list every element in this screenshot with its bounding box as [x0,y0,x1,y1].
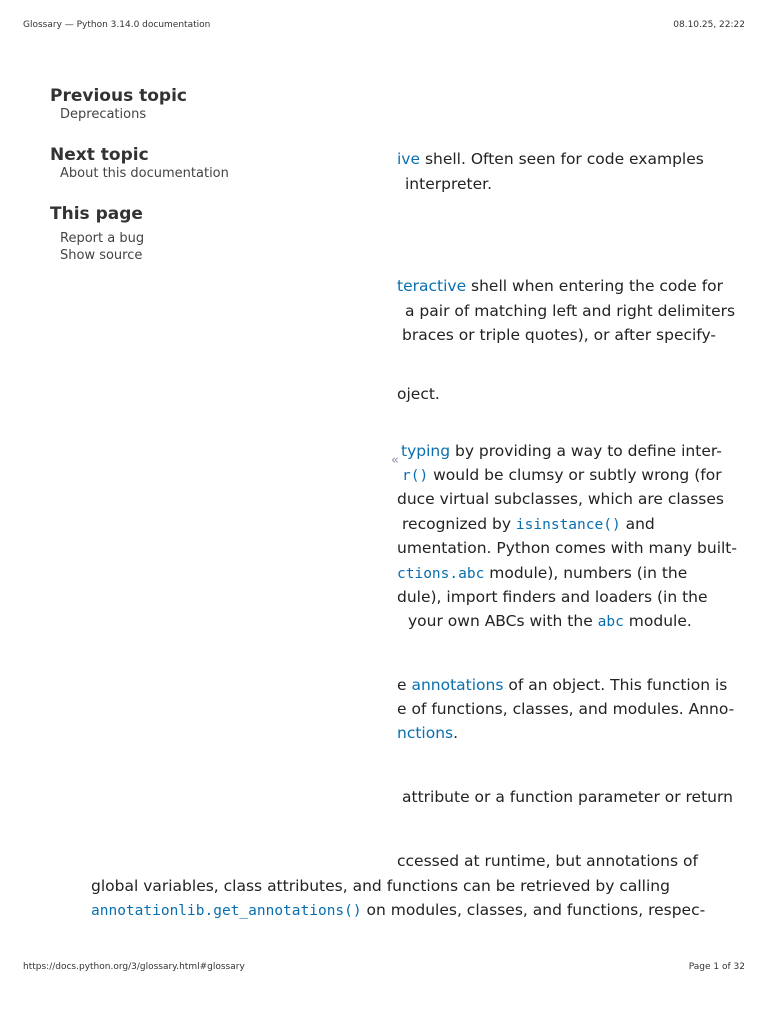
abc-link[interactable]: abc [597,614,624,630]
body-line [401,441,722,461]
collapse-sidebar-icon[interactable]: « [391,453,399,468]
sidebar [50,86,330,264]
body-line: duce virtual subclasses, which are classes [397,490,724,508]
previous-topic-link[interactable]: Deprecations [60,107,147,122]
report-bug-link[interactable]: Report a bug [60,231,145,246]
body-line [402,514,655,535]
interactive-link[interactable]: teractive [397,277,467,295]
line-text: of an object. This function is [503,676,728,694]
line-text: your own ABCs with the [408,612,598,630]
annotations-link[interactable]: annotations [411,676,504,694]
body-line: a pair of matching left and right delimiters [405,302,736,320]
body-line [397,276,723,296]
line-text: on modules, classes, and functions, respec- [361,901,706,919]
body-line: attribute or a function parameter or return [402,788,733,806]
line-text: would be clumsy or subtly wrong (for [428,466,722,484]
interactive-link[interactable]: ive [397,150,421,168]
body-line: interpreter. [405,175,493,193]
body-line: oject. [397,385,440,403]
next-topic-link[interactable]: About this documentation [60,166,229,181]
this-page-heading: This page [50,204,143,224]
body-line: umentation. Python comes with many built- [397,539,737,557]
previous-topic-heading: Previous topic [50,86,187,106]
body-line: dule), import finders and loaders (in the [397,588,708,606]
line-text: recognized by [402,515,516,533]
next-topic-heading: Next topic [50,145,149,165]
body-line [397,563,687,584]
page-header-datetime: 08.10.25, 22:22 [673,20,745,30]
body-line [397,149,704,169]
body-line: global variables, class attributes, and functions can be retrieved by calling [91,877,670,895]
body-line: braces or triple quotes), or after specify- [402,326,716,344]
isinstance-link[interactable]: isinstance() [515,517,621,533]
line-text: module), numbers (in the [484,564,688,582]
page-footer-page-number: Page 1 of 32 [688,962,745,972]
duck-typing-link[interactable]: typing [401,442,451,460]
body-line [402,465,722,486]
line-text: and [620,515,655,533]
code-link[interactable]: r() [402,468,429,484]
body-line [408,611,692,632]
page-header-title: Glossary — Python 3.14.0 documentation [23,20,211,30]
page-footer-url: https://docs.python.org/3/glossary.html#glossary [23,962,245,972]
line-text: shell when entering the code for [466,277,724,295]
line-text: e [397,676,412,694]
line-text: shell. Often seen for code examples [420,150,704,168]
body-line: ccessed at runtime, but annotations of [397,852,698,870]
line-text: . [453,724,459,742]
get-annotations-link[interactable]: annotationlib.get_annotations() [91,903,362,919]
show-source-link[interactable]: Show source [60,248,143,263]
collections-abc-link[interactable]: ctions.abc [397,566,485,582]
body-line: e of functions, classes, and modules. Anno- [397,700,735,718]
body-line [397,675,727,695]
body-line [91,900,705,921]
functions-link[interactable]: nctions [397,724,454,742]
line-text: module. [623,612,692,630]
line-text: by providing a way to define inter- [450,442,722,460]
body-line [397,723,458,743]
